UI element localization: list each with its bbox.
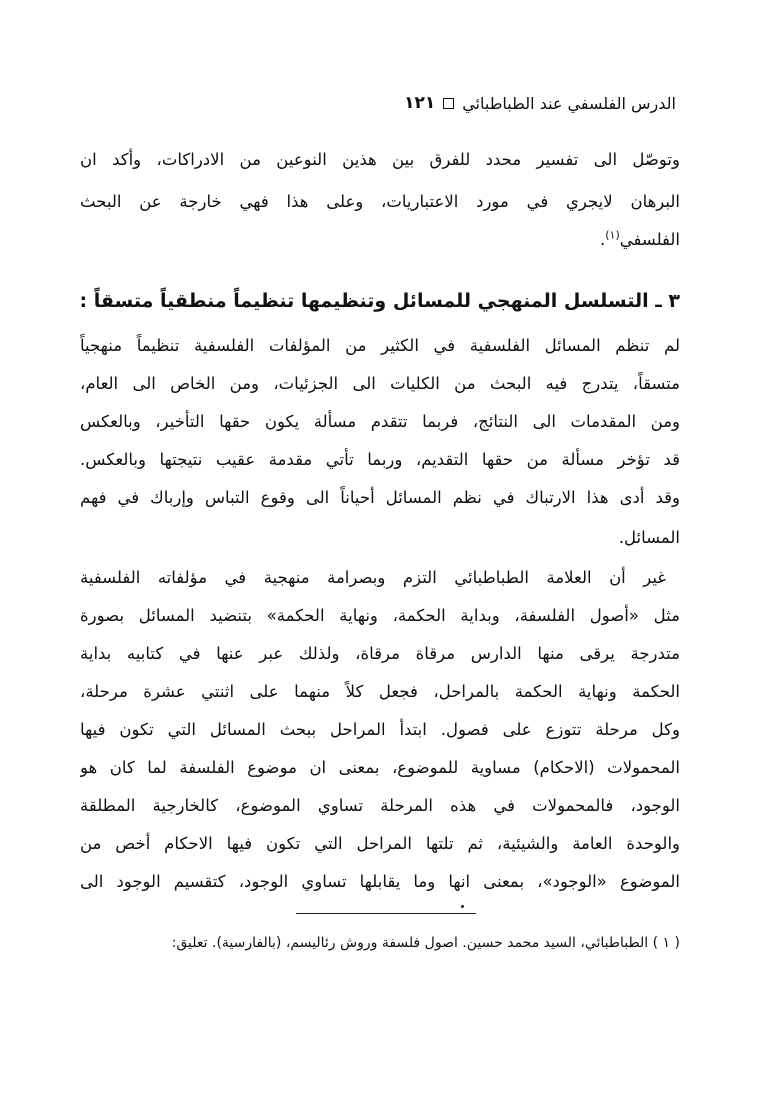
paragraph-1-line-3 [80, 222, 680, 258]
paragraph-3-line-5: وكل مرحلة تتوزع على فصول. ابتدأ المراحل ببحث المسائل التي تكون فيها [80, 720, 680, 739]
paragraph-2-line-2: متسقاً، يتدرج فيه البحث من الكليات الى الجزئيات، ومن الخاص الى العام، [80, 374, 680, 393]
footnote-separator-rule [296, 913, 476, 914]
running-header [316, 90, 676, 116]
footnote-1: ( ١ ) الطباطبائي، السيد محمد حسين. اصول فلسفة وروش رئاليسم، (بالفارسية). تعليق: [171, 935, 680, 951]
square-separator-icon [443, 98, 454, 109]
paragraph-3-line-1: غير أن العلامة الطباطبائي التزم وبصرامة منهجية في مؤلفاته الفلسفية [80, 568, 666, 587]
paragraph-2-line-5: وقد أدى هذا الارتباك في نظم المسائل أحياناً الى وقوع التباس وإرباك في فهم [80, 488, 680, 507]
paragraph-1-line-2: البرهان لايجري في مورد الاعتباريات، وعلى هذا فهي خارجة عن البحث [80, 192, 680, 211]
paragraph-3-line-4: الحكمة ونهاية الحكمة بالمراحل، فجعل كلاً منهما على اثنتي عشرة مرحلة، [80, 682, 680, 701]
paragraph-3-line-7: الوجود، فالمحمولات في هذه المرحلة تساوي الموضوع، كالخارجية المطلقة [80, 796, 680, 815]
paragraph-2-line-3: ومن المقدمات الى النتائج، فربما تتقدم مسألة يكون حقها التأخير، وبالعكس [80, 412, 680, 431]
paragraph-1-last-words: الفلسفي [619, 230, 680, 249]
paragraph-2-line-1: لم تنظم المسائل الفلسفية في الكثير من المؤلفات الفلسفية تنظيماً منهجياً [80, 336, 680, 355]
section-heading: ٣ ـ التسلسل المنهجي للمسائل وتنظيمها تنظيماً منطقياً متسقاً : [79, 290, 680, 312]
paragraph-3-line-6: المحمولات (الاحكام) مساوية للموضوع، بمعنى ان موضوع الفلسفة لما كان هو [80, 758, 680, 777]
paragraph-1-line-1: وتوصّل الى تفسير محدد للفرق بين هذين النوعين من الادراكات، وأكد ان [80, 150, 680, 169]
footnote-rule-dot [461, 905, 464, 908]
header-title: الدرس الفلسفي عند الطباطبائي [462, 93, 676, 113]
paragraph-2-line-4: قد تؤخر مسألة من حقها التقديم، وربما تأتي مقدمة عقيب نتيجتها وبالعكس. [80, 450, 680, 469]
paragraph-3-line-3: متدرجة يرقى منها الدارس مرقاة مرقاة، ولذلك عبر عنها في كتابيه بداية [80, 644, 680, 663]
paragraph-3-line-2: مثل «أصول الفلسفة، وبداية الحكمة، ونهاية الحكمة» بتنضيد المسائل بصورة [80, 606, 680, 625]
paragraph-3-line-8: والوحدة العامة والشيئية، ثم تلتها المراحل التي تكون فيها الاحكام أخص من [80, 834, 680, 853]
paragraph-1-period: . [599, 230, 606, 249]
paragraph-3-line-9: الموضوع «الوجود»، بمعنى انها وما يقابلها تساوي الوجود، كتقسيم الوجود الى [80, 872, 680, 891]
paragraph-2-line-6: المسائل. [618, 528, 680, 547]
page-number: ١٢١ [404, 93, 436, 113]
footnote-marker: (١) [605, 228, 620, 242]
